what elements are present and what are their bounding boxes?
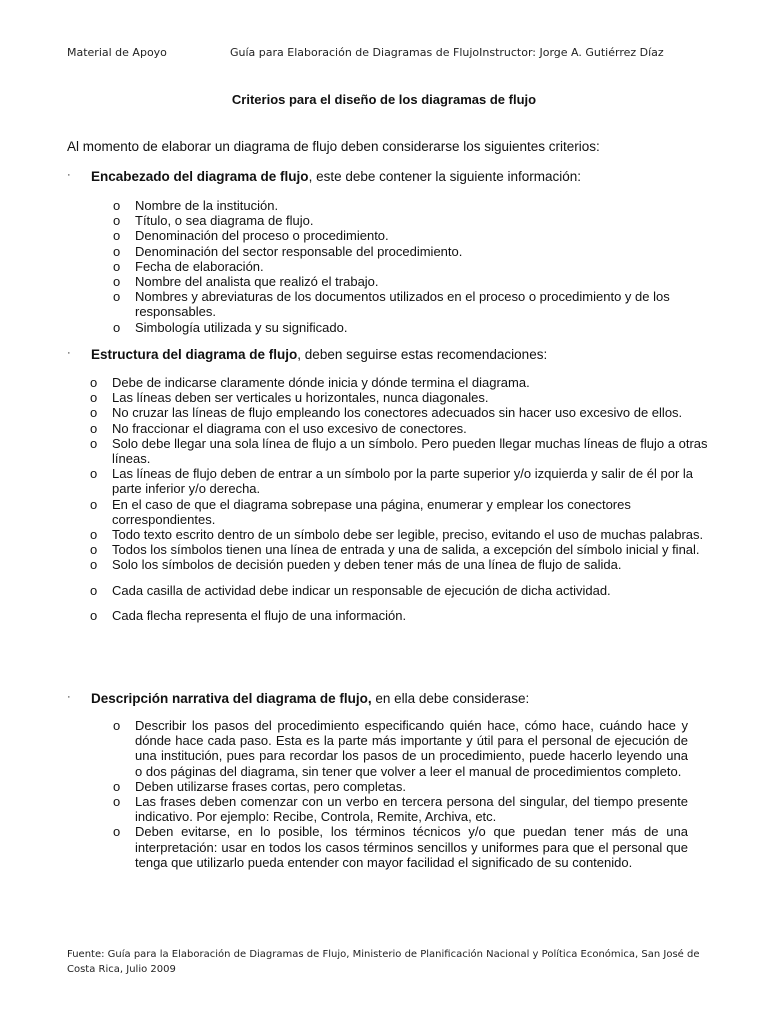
section-heading-line	[91, 169, 581, 184]
list-bullet: o	[90, 466, 98, 482]
section-heading: Encabezado del diagrama de flujo	[91, 169, 309, 184]
source-footer: Fuente: Guía para la Elaboración de Diagramas de Flujo, Ministerio de Planificación Nacional y Política Económica, San José de Costa Rica, Julio 2009	[67, 949, 700, 975]
list-bullet: o	[113, 289, 121, 305]
list-item-text: Solo debe llegar una sola línea de flujo a un símbolo. Pero pueden llegar muchas líneas de flujo a otras líneas.	[112, 435, 708, 467]
list-bullet: o	[90, 496, 98, 512]
page-title: Criterios para el diseño de los diagramas de flujo	[231, 92, 537, 107]
list-item-text: Simbología utilizada y su significado.	[135, 319, 348, 335]
list-item	[90, 527, 710, 542]
list-item-text: Cada casilla de actividad debe indicar un responsable de ejecución de dicha actividad.	[112, 582, 611, 598]
list-item-text: En el caso de que el diagrama sobrepase una página, enumerar y emplear los conectores correspondientes.	[112, 496, 631, 527]
list-item	[90, 436, 710, 466]
section-bullet: ·	[67, 169, 71, 181]
list-item	[113, 320, 713, 335]
descripcion-list	[113, 718, 688, 870]
section-bullet: ·	[67, 691, 71, 703]
list-item-text: Nombres y abreviaturas de los documentos utilizados en el proceso o procedimiento y de los responsables.	[135, 289, 670, 320]
list-item	[113, 779, 688, 794]
list-item-text: No cruzar las líneas de flujo empleando los conectores adecuados sin hacer uso excesivo de ellos.	[112, 405, 683, 421]
list-item-text: Debe de indicarse claramente dónde inicia y dónde termina el diagrama.	[112, 375, 530, 390]
list-bullet: o	[113, 824, 121, 840]
running-header-left: Material de Apoyo	[67, 46, 167, 59]
list-item	[90, 583, 710, 598]
section-heading-line	[91, 347, 547, 362]
list-bullet: o	[90, 557, 98, 573]
list-item-text: Nombre del analista que realizó el trabajo.	[135, 274, 379, 290]
list-item-text: Todos los símbolos tienen una línea de entrada y una de salida, a excepción del símbolo inicial y final.	[112, 542, 700, 558]
list-item-text: Deben utilizarse frases cortas, pero completas.	[135, 778, 406, 794]
list-item	[90, 557, 710, 572]
list-bullet: o	[113, 778, 121, 794]
list-item	[113, 794, 688, 824]
list-item-text: Denominación del proceso o procedimiento.	[135, 228, 389, 244]
running-header-right: Guía para Elaboración de Diagramas de FlujoInstructor: Jorge A. Gutiérrez Díaz	[230, 46, 664, 59]
list-bullet: o	[113, 228, 121, 244]
section-heading-rest: en ella debe considerase:	[371, 691, 530, 706]
list-item	[113, 274, 713, 289]
list-item	[90, 608, 710, 623]
list-bullet: o	[113, 198, 121, 213]
list-bullet: o	[90, 390, 98, 406]
list-item	[90, 390, 710, 405]
list-item-text: Deben evitarse, en lo posible, los términos técnicos y/o que puedan tener más de una interpretación: usar en todos los casos términos sencillos y uniformes para que el personal que tenga que utilizarlo pueda entender con mayor facilidad el significado de su contenido.	[135, 824, 688, 870]
list-bullet: o	[113, 213, 121, 229]
list-item	[90, 497, 710, 527]
list-bullet: o	[113, 718, 121, 733]
list-item-text: Las líneas deben ser verticales u horizontales, nunca diagonales.	[112, 390, 489, 406]
list-bullet: o	[90, 582, 98, 598]
list-item	[113, 228, 713, 243]
intro-paragraph: Al momento de elaborar un diagrama de flujo deben considerarse los siguientes criterios:	[67, 139, 600, 154]
list-item	[113, 718, 688, 779]
list-bullet: o	[90, 375, 98, 390]
section-heading-line	[91, 691, 529, 706]
list-bullet: o	[113, 258, 121, 274]
list-item-text: Fecha de elaboración.	[135, 258, 264, 274]
list-bullet: o	[113, 243, 121, 259]
list-item-text: Título, o sea diagrama de flujo.	[135, 213, 314, 229]
encabezado-list	[113, 198, 713, 335]
list-item-text: Nombre de la institución.	[135, 198, 279, 213]
list-bullet: o	[90, 405, 98, 421]
list-item	[90, 466, 710, 496]
list-item-text: Describir los pasos del procedimiento especificando quién hace, cómo hace, cuándo hace y dónde hace cada paso. Esta es la parte más importante y útil para el personal de ejecución de una institución, pues para recordar los pasos de un procedimiento, puede hacerlo leyendo una o dos páginas del diagrama, sin tener que volver a leer el manual de procedimientos completo.	[135, 718, 688, 779]
list-bullet: o	[90, 527, 98, 543]
section-heading-rest: , deben seguirse estas recomendaciones:	[297, 347, 548, 362]
section-heading-rest: , este debe contener la siguiente información:	[308, 169, 581, 184]
list-item-text: Cada flecha representa el flujo de una información.	[112, 607, 407, 623]
list-item-text: Las frases deben comenzar con un verbo en tercera persona del singular, del tiempo presente indicativo. Por ejemplo: Recibe, Controla, Remite, Archiva, etc.	[135, 794, 688, 825]
list-bullet: o	[113, 794, 121, 810]
list-item-text: No fraccionar el diagrama con el uso excesivo de conectores.	[112, 420, 467, 436]
list-bullet: o	[113, 274, 121, 290]
list-bullet: o	[113, 319, 121, 335]
list-item-text: Solo los símbolos de decisión pueden y deben tener más de una línea de flujo de salida.	[112, 557, 622, 573]
list-item	[113, 289, 713, 319]
list-item-text: Las líneas de flujo deben de entrar a un símbolo por la parte superior y/o izquierda y salir de él por la parte inferior y/o derecha.	[112, 466, 694, 497]
list-item	[113, 213, 713, 228]
list-bullet: o	[90, 542, 98, 558]
estructura-list	[90, 375, 710, 623]
list-item	[90, 542, 710, 557]
list-item	[90, 405, 710, 420]
list-item-text: Todo texto escrito dentro de un símbolo debe ser legible, preciso, evitando el uso de muchas palabras.	[112, 527, 704, 543]
list-bullet: o	[90, 607, 98, 623]
section-heading: Descripción narrativa del diagrama de flujo,	[91, 691, 372, 706]
list-bullet: o	[90, 420, 98, 436]
list-item-text: Denominación del sector responsable del procedimiento.	[135, 243, 463, 259]
section-bullet: ·	[67, 347, 71, 359]
list-item	[90, 421, 710, 436]
list-bullet: o	[90, 435, 98, 451]
list-item	[113, 198, 713, 213]
list-item	[113, 244, 713, 259]
list-item	[90, 375, 710, 390]
list-item	[113, 824, 688, 870]
section-heading: Estructura del diagrama de flujo	[91, 347, 298, 362]
list-item	[113, 259, 713, 274]
